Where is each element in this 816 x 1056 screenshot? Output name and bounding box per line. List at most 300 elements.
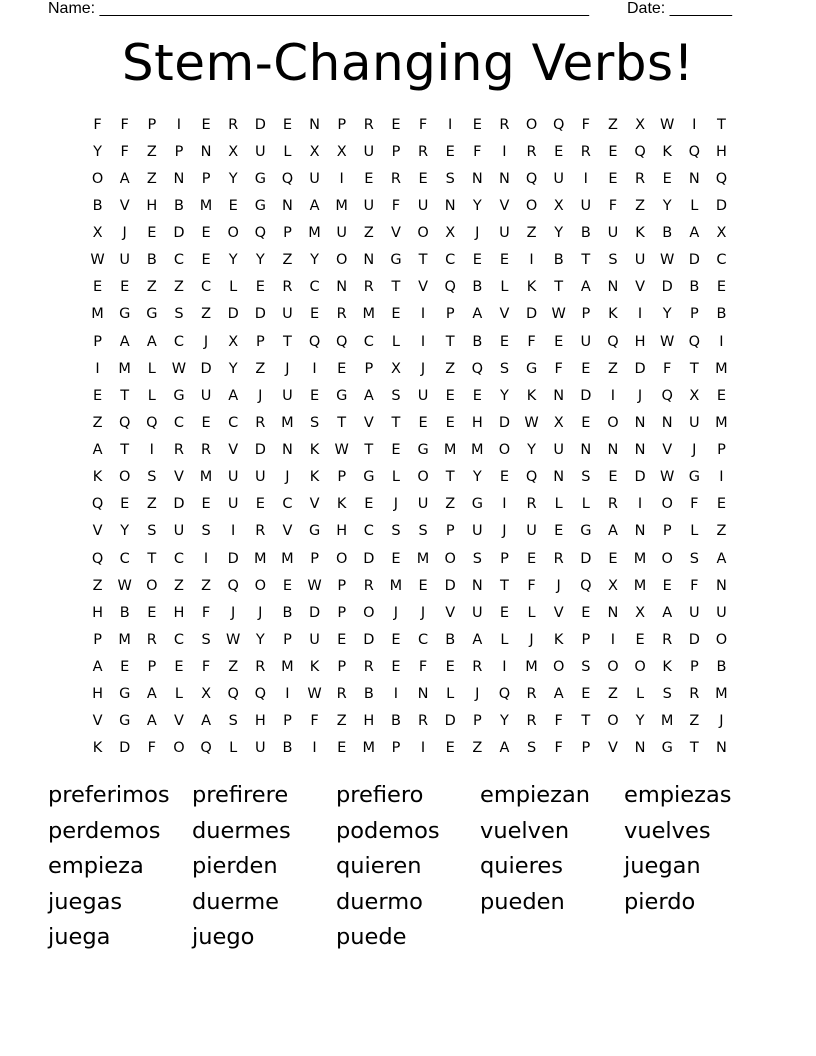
grid-letter: O (607, 414, 619, 431)
grid-letter: U (255, 469, 266, 486)
grid-letter: Q (498, 686, 511, 703)
grid-letter: P (364, 360, 374, 377)
grid-letter: L (500, 631, 509, 648)
grid-letter: U (255, 143, 266, 160)
grid-letter: F (527, 333, 536, 350)
grid-letter: X (553, 197, 564, 214)
grid-letter: H (173, 604, 185, 621)
grid-letter: M (715, 686, 728, 703)
grid-letter: H (715, 143, 727, 160)
grid-letter: G (308, 523, 321, 540)
grid-letter: H (92, 604, 104, 621)
grid-letter: I (719, 333, 724, 350)
grid-letter: A (146, 686, 157, 703)
grid-letter: D (498, 414, 511, 431)
grid-letter: K (92, 740, 103, 757)
grid-letter: K (526, 387, 537, 404)
grid-letter: E (255, 496, 265, 513)
grid-letter: P (337, 577, 347, 594)
grid-letter: M (633, 550, 647, 567)
grid-letter: G (336, 387, 348, 404)
grid-letter: Z (146, 143, 157, 160)
grid-letter: J (258, 604, 263, 621)
grid-letter: V (119, 197, 130, 214)
grid-letter: M (308, 225, 321, 242)
grid-letter: E (201, 252, 211, 269)
grid-letter: U (363, 143, 375, 160)
grid-letter: N (634, 523, 646, 540)
grid-letter: B (119, 604, 130, 621)
grid-letter: B (92, 197, 103, 214)
grid-letter: S (309, 414, 320, 431)
grid-letter: T (500, 577, 509, 594)
grid-letter: H (254, 713, 266, 730)
grid-letter: Y (500, 387, 509, 404)
grid-letter: F (201, 604, 211, 621)
grid-letter: U (716, 604, 727, 621)
grid-letter: Q (607, 333, 619, 350)
grid-letter: N (716, 740, 727, 757)
word-bank-item: juegan (624, 853, 701, 879)
grid-letter: H (92, 686, 104, 703)
grid-letter: S (147, 523, 157, 540)
grid-letter: T (689, 360, 699, 377)
grid-letter: Y (93, 143, 102, 160)
grid-letter: J (556, 577, 561, 594)
grid-letter: E (472, 116, 482, 133)
grid-letter: M (660, 713, 674, 730)
grid-letter: I (312, 740, 317, 757)
grid-letter: N (634, 442, 646, 459)
word-bank-item: prefirere (192, 782, 289, 808)
grid-letter: P (283, 631, 292, 648)
grid-letter: P (147, 116, 157, 133)
grid-letter: S (581, 659, 591, 676)
grid-letter: B (173, 197, 184, 214)
grid-letter: F (418, 659, 428, 676)
grid-letter: V (92, 713, 103, 730)
grid-letter: L (283, 143, 292, 160)
grid-letter: D (227, 550, 239, 567)
grid-letter: V (390, 225, 401, 242)
grid-letter: L (636, 686, 645, 703)
grid-letter: E (445, 659, 455, 676)
grid-letter: G (688, 469, 700, 486)
grid-letter: O (118, 469, 131, 486)
grid-letter: B (580, 225, 591, 242)
grid-letter: B (662, 225, 673, 242)
grid-letter: N (607, 442, 619, 459)
grid-letter: O (444, 550, 456, 567)
grid-letter: A (716, 550, 727, 567)
grid-letter: K (309, 469, 320, 486)
grid-letter: Q (688, 143, 701, 160)
grid-letter: E (581, 360, 591, 377)
grid-letter: Z (607, 686, 618, 703)
grid-letter: R (146, 631, 157, 648)
grid-letter: K (526, 279, 537, 296)
grid-letter: I (637, 306, 643, 323)
grid-letter: T (283, 333, 292, 350)
grid-letter: N (634, 414, 646, 431)
grid-letter: G (119, 686, 131, 703)
grid-letter: G (525, 360, 538, 377)
grid-letter: V (662, 442, 673, 459)
grid-letter: Z (228, 659, 239, 676)
grid-letter: T (337, 414, 347, 431)
grid-letter: B (390, 713, 401, 730)
grid-letter: I (692, 116, 697, 133)
grid-letter: S (526, 740, 537, 757)
grid-letter: Z (607, 116, 618, 133)
grid-letter: U (255, 740, 266, 757)
grid-letter: E (201, 496, 211, 513)
word-bank-item: pierden (192, 853, 278, 879)
word-bank-item: puede (336, 924, 407, 950)
grid-letter: I (285, 686, 290, 703)
grid-letter: X (228, 143, 239, 160)
grid-letter: Q (91, 550, 104, 567)
grid-letter: O (335, 252, 348, 269)
grid-letter: P (689, 659, 699, 676)
grid-letter: U (580, 197, 592, 214)
grid-letter: L (581, 496, 590, 513)
grid-letter: I (583, 170, 588, 187)
grid-letter: R (499, 116, 510, 133)
grid-letter: X (553, 414, 564, 431)
grid-letter: M (362, 306, 376, 323)
grid-letter: C (173, 550, 184, 567)
grid-letter: D (173, 225, 185, 242)
grid-letter: E (282, 577, 293, 594)
grid-letter: B (282, 740, 293, 757)
grid-letter: B (716, 306, 727, 323)
grid-letter: W (551, 306, 566, 323)
grid-letter: Q (146, 414, 158, 431)
grid-letter: X (390, 360, 401, 377)
grid-letter: Z (363, 225, 374, 242)
grid-letter: L (500, 279, 509, 296)
grid-letter: Z (201, 306, 212, 323)
grid-letter: U (227, 469, 239, 486)
grid-letter: R (580, 143, 591, 160)
grid-letter: I (719, 469, 724, 486)
grid-letter: G (254, 197, 266, 214)
grid-letter: R (418, 143, 429, 160)
grid-letter: A (92, 442, 103, 459)
grid-letter: E (445, 414, 455, 431)
grid-letter: E (716, 387, 727, 404)
grid-letter: P (337, 116, 347, 133)
grid-letter: A (689, 225, 700, 242)
grid-letter: V (499, 197, 510, 214)
grid-letter: W (307, 686, 322, 703)
grid-letter: I (420, 333, 426, 350)
grid-letter: Z (173, 577, 184, 594)
grid-letter: E (608, 469, 618, 486)
grid-letter: A (146, 333, 157, 350)
grid-letter: O (498, 442, 511, 459)
grid-letter: E (716, 496, 727, 513)
grid-letter: Q (91, 496, 104, 513)
grid-letter: U (417, 496, 429, 513)
grid-letter: W (226, 631, 241, 648)
grid-letter: E (418, 577, 428, 594)
grid-letter: R (553, 550, 564, 567)
grid-letter: F (690, 496, 699, 513)
grid-letter: E (472, 387, 482, 404)
grid-letter: M (715, 360, 728, 377)
grid-letter: G (119, 306, 131, 323)
word-bank-item: perdemos (48, 817, 161, 844)
grid-letter: A (662, 604, 673, 621)
grid-letter: U (417, 197, 429, 214)
grid-letter: F (663, 360, 672, 377)
grid-letter: V (635, 279, 646, 296)
grid-letter: H (471, 414, 483, 431)
grid-letter: W (171, 360, 187, 377)
grid-letter: M (525, 659, 538, 676)
grid-letter: R (472, 659, 483, 676)
grid-letter: W (524, 414, 539, 431)
grid-letter: W (660, 333, 675, 350)
word-bank-item: prefiero (336, 782, 424, 808)
grid-letter: I (610, 631, 616, 648)
grid-letter: R (418, 713, 429, 730)
grid-letter: F (554, 740, 563, 757)
grid-letter: R (173, 442, 184, 459)
grid-letter: O (227, 225, 239, 242)
grid-letter: J (258, 387, 263, 404)
grid-letter: U (553, 170, 564, 187)
grid-letter: P (283, 713, 292, 730)
grid-letter: Q (444, 279, 456, 296)
grid-letter: E (581, 604, 591, 621)
grid-letter: I (448, 116, 453, 133)
grid-letter: H (634, 333, 646, 350)
grid-letter: T (581, 252, 591, 269)
word-bank-item: duermo (336, 888, 423, 915)
grid-letter: I (529, 252, 534, 269)
grid-letter: T (418, 252, 428, 269)
grid-letter: S (581, 469, 591, 486)
grid-letter: I (231, 523, 236, 540)
word-bank (48, 778, 768, 956)
grid-letter: J (285, 469, 290, 486)
grid-letter: P (147, 659, 157, 676)
grid-letter: D (227, 306, 239, 323)
grid-letter: Z (445, 496, 456, 513)
grid-letter: U (689, 604, 700, 621)
grid-letter: P (93, 631, 102, 648)
word-bank-item: preferimos (48, 782, 170, 808)
grid-letter: L (147, 387, 156, 404)
grid-letter: A (119, 170, 130, 187)
grid-letter: Z (716, 523, 727, 540)
grid-letter: T (120, 387, 130, 404)
word-bank-item: pueden (480, 888, 565, 915)
grid-letter: D (661, 279, 673, 296)
grid-letter: N (444, 197, 456, 214)
grid-letter: Z (526, 225, 537, 242)
grid-letter: I (420, 740, 426, 757)
grid-letter: F (554, 360, 563, 377)
grid-letter: O (552, 659, 565, 676)
grid-letter: J (502, 523, 507, 540)
grid-letter: B (472, 333, 483, 350)
grid-letter: E (608, 170, 618, 187)
grid-letter: C (716, 252, 727, 269)
grid-letter: M (471, 442, 484, 459)
grid-letter: Q (281, 170, 294, 187)
grid-letter: T (554, 279, 564, 296)
grid-letter: O (91, 170, 104, 187)
grid-letter: I (637, 496, 643, 513)
grid-letter: N (282, 197, 293, 214)
grid-letter: T (364, 442, 374, 459)
grid-letter: A (228, 387, 239, 404)
grid-letter: V (228, 442, 239, 459)
grid-letter: N (553, 387, 565, 404)
grid-letter: D (715, 197, 728, 214)
grid-letter: A (472, 631, 483, 648)
word-bank-item: juega (48, 924, 111, 950)
grid-letter: P (391, 143, 401, 160)
grid-letter: F (93, 116, 102, 133)
grid-letter: N (200, 143, 212, 160)
grid-letter: S (201, 631, 211, 648)
grid-letter: T (445, 469, 455, 486)
grid-letter: E (499, 252, 510, 269)
grid-letter: O (417, 225, 429, 242)
grid-letter: U (119, 252, 130, 269)
grid-letter: U (553, 442, 564, 459)
grid-letter: M (199, 469, 213, 486)
grid-letter: R (526, 143, 537, 160)
grid-letter: U (472, 523, 483, 540)
grid-letter: X (716, 225, 727, 242)
grid-letter: Y (472, 469, 482, 486)
grid-letter: E (554, 333, 564, 350)
grid-letter: T (147, 550, 157, 567)
grid-letter: P (581, 631, 591, 648)
grid-letter: E (120, 496, 130, 513)
grid-letter: Z (146, 279, 157, 296)
grid-letter: Q (715, 170, 728, 187)
grid-letter: J (231, 604, 236, 621)
grid-letter: M (281, 550, 294, 567)
grid-letter: U (282, 306, 293, 323)
grid-letter: L (554, 496, 563, 513)
grid-letter: Z (336, 713, 347, 730)
grid-letter: E (716, 279, 727, 296)
grid-letter: U (309, 170, 320, 187)
grid-letter: F (554, 713, 563, 730)
grid-letter: F (391, 197, 401, 214)
grid-letter: E (391, 550, 401, 567)
grid-letter: Q (552, 116, 565, 133)
grid-letter: E (554, 143, 564, 160)
grid-letter: S (418, 523, 428, 540)
grid-letter: D (525, 306, 538, 323)
grid-letter: Q (118, 414, 131, 431)
grid-letter: E (418, 170, 428, 187)
grid-letter: A (363, 387, 374, 404)
grid-letter: G (471, 496, 483, 513)
grid-letter: M (389, 577, 403, 594)
grid-letter: Y (635, 713, 645, 730)
word-bank-item: pierdo (624, 888, 696, 915)
grid-letter: G (173, 387, 185, 404)
grid-letter: F (418, 116, 428, 133)
grid-letter: S (608, 252, 618, 269)
grid-letter: I (610, 387, 616, 404)
grid-letter: Q (471, 360, 484, 377)
grid-letter: I (176, 116, 182, 133)
grid-letter: S (472, 550, 482, 567)
grid-letter: A (553, 686, 564, 703)
grid-letter: P (472, 713, 482, 730)
grid-letter: V (418, 279, 429, 296)
grid-letter: L (690, 197, 699, 214)
grid-letter: G (146, 306, 158, 323)
grid-letter: E (147, 225, 157, 242)
grid-letter: A (201, 713, 212, 730)
grid-letter: Y (255, 631, 265, 648)
grid-letter: V (553, 604, 564, 621)
grid-letter: R (255, 659, 266, 676)
grid-letter: R (363, 279, 374, 296)
grid-letter: E (364, 170, 374, 187)
grid-letter: P (337, 604, 347, 621)
grid-letter: R (201, 442, 212, 459)
grid-letter: W (660, 469, 675, 486)
grid-letter: S (662, 686, 672, 703)
grid-letter: W (660, 252, 675, 269)
grid-letter: N (471, 170, 483, 187)
grid-letter: K (553, 631, 564, 648)
grid-letter: Y (228, 360, 238, 377)
grid-letter: K (635, 225, 645, 242)
grid-letter: H (146, 197, 158, 214)
grid-letter: S (499, 360, 510, 377)
grid-letter: D (580, 387, 592, 404)
grid-letter: L (229, 740, 238, 757)
grid-letter: T (717, 116, 726, 133)
grid-letter: E (228, 197, 238, 214)
grid-letter: J (719, 713, 724, 730)
grid-letter: R (336, 686, 347, 703)
grid-letter: Q (254, 686, 267, 703)
grid-letter: R (526, 686, 537, 703)
grid-letter: A (472, 306, 483, 323)
grid-letter: D (200, 360, 212, 377)
grid-letter: R (689, 686, 700, 703)
grid-letter: P (445, 523, 455, 540)
grid-letter: C (309, 279, 320, 296)
grid-letter: U (227, 496, 239, 513)
grid-letter: Y (310, 252, 319, 269)
grid-letter: D (254, 116, 266, 133)
grid-letter: R (282, 279, 293, 296)
grid-letter: K (92, 469, 103, 486)
grid-letter: J (420, 604, 426, 621)
grid-letter: Y (500, 713, 509, 730)
grid-letter: K (662, 659, 672, 676)
grid-letter: J (475, 225, 480, 242)
grid-letter: J (393, 604, 399, 621)
grid-letter: A (92, 659, 103, 676)
